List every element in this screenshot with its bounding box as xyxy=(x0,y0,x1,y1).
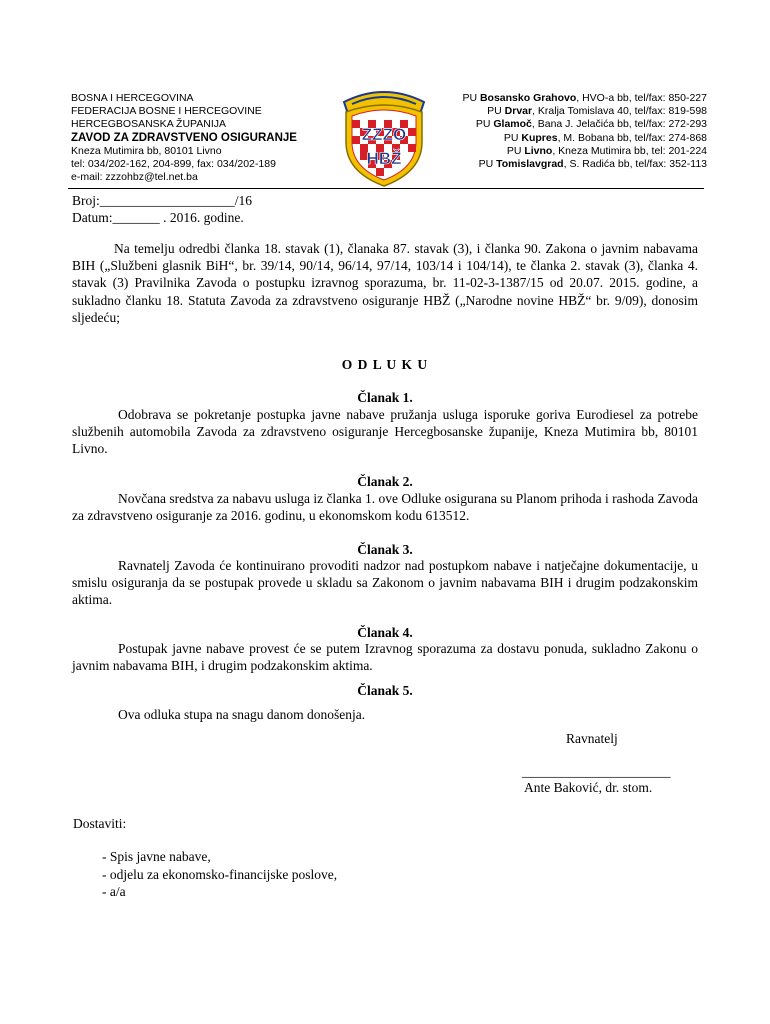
office-line: PU Kupres, M. Bobana bb, tel/fax: 274-868 xyxy=(503,131,707,144)
reference-number: Broj:____________________/16 xyxy=(72,193,253,208)
article-3-text: Ravnatelj Zavoda će kontinuirano provoditi nadzor nad postupkom nabave i natječajne dokumentacije, u smislu osiguranja da se postupak provede u skladu sa Zakonom o javnim nabavama BIH i drugim podzakonskim aktima. xyxy=(72,558,698,608)
list-item: - a/a xyxy=(102,884,126,899)
decision-title: O D L U K U xyxy=(341,357,429,372)
header-line: HERCEGBOSANSKA ŽUPANIJA xyxy=(71,118,227,131)
list-item: - odjelu za ekonomsko-financijske poslove, xyxy=(102,866,338,882)
list-item: - Spis javne nabave, xyxy=(102,849,211,864)
article-5-title: Članak 5. xyxy=(357,683,413,698)
reference-block xyxy=(72,192,698,226)
institution-header xyxy=(71,92,297,184)
article-3-title: Članak 3. xyxy=(357,542,413,557)
deliver-title: Dostaviti: xyxy=(73,816,127,831)
logo-top-text: ZZZO xyxy=(361,125,407,144)
article-5-text: Ova odluka stupa na snagu danom donošenja. xyxy=(118,707,366,722)
signature-line: ______________________ xyxy=(522,764,671,779)
article-1-text: Odobrava se pokretanje postupka javne nabave pružanja usluga isporuke goriva Eurodiesel za potrebe službenih automobila Zavoda za zdravstveno osiguranje Hercegbosanske županije, Kneza Mutimira bb, 80101 Livno. xyxy=(72,407,698,457)
article-4-title: Članak 4. xyxy=(357,625,413,640)
article-1-title: Članak 1. xyxy=(357,390,413,405)
institution-email: e-mail: zzzohbz@tel.net.ba xyxy=(71,171,198,184)
office-line: PU Tomislavgrad, S. Radića bb, tel/fax: 352-113 xyxy=(478,158,707,171)
article-4-text: Postupak javne nabave provest će se putem Izravnog sporazuma za dostavu ponuda, sukladno Zakonu o javnim nabavama BIH, i drugim podzakonskim aktima. xyxy=(72,641,698,674)
article-2-title: Članak 2. xyxy=(357,474,413,489)
header-divider xyxy=(68,188,704,189)
zzzo-hbz-logo xyxy=(330,80,438,190)
reference-date: Datum:_______ . 2016. godine. xyxy=(72,210,244,226)
intro-paragraph: Na temelju odredbi članka 18. stavak (1), članaka 87. stavak (3), i članka 90. Zakona o javnim nabavama BIH („Službeni glasnik BiH“, br. 39/14, 90/14, 96/14, 97/14, 103/14 i 104/14), te članka 2. stavak (3), članka 4. stavak (3) Pravilnika Zavoda o postupku izravnog sporazuma, br. 11-02-3-1387/15 od 20.07. 2015. godine, a sukladno članku 18. Statuta Zavoda za zdravstveno osiguranje HBŽ („Narodne novine HBŽ“ br. 9/09), donosim sljedeću; xyxy=(72,241,698,325)
office-line: PU Glamoč, Bana J. Jelačića bb, tel/fax: 272-293 xyxy=(475,118,707,131)
header-line: FEDERACIJA BOSNE I HERCEGOVINE xyxy=(71,105,262,118)
office-line: PU Bosansko Grahovo, HVO-a bb, tel/fax: 850-227 xyxy=(462,92,707,104)
office-line: PU Livno, Kneza Mutimira bb, tel: 201-224 xyxy=(506,144,707,157)
signatory-name: Ante Baković, dr. stom. xyxy=(524,780,653,795)
deliver-list xyxy=(102,848,337,901)
signatory-role: Ravnatelj xyxy=(566,731,618,746)
logo-bottom-text: HBŽ xyxy=(366,149,402,168)
article-2-text: Novčana sredstva za nabavu usluga iz članka 1. ove Odluke osigurana su Planom prihoda i rashoda Zavoda za zdravstveno osiguranje za 2016. godinu, u ekonomskom kodu 613512. xyxy=(72,491,698,524)
institution-address: Kneza Mutimira bb, 80101 Livno xyxy=(71,144,222,157)
institution-phone: tel: 034/202-162, 204-899, fax: 034/202-189 xyxy=(71,158,276,171)
header-line: BOSNA I HERCEGOVINA xyxy=(71,92,194,104)
branch-offices xyxy=(462,92,707,171)
office-line: PU Drvar, Kralja Tomislava 40, tel/fax: 819-598 xyxy=(487,105,707,118)
institution-name: ZAVOD ZA ZDRAVSTVENO OSIGURANJE xyxy=(71,131,297,144)
